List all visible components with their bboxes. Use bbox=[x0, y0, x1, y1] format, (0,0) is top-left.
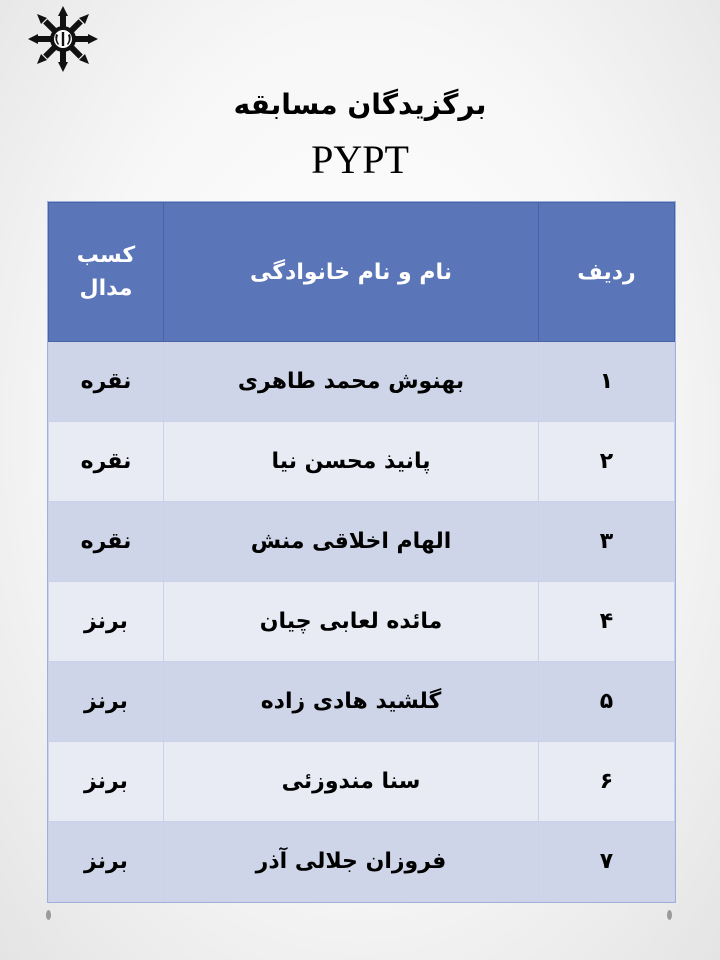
row-rank: ۱ bbox=[539, 342, 675, 422]
row-name: فروزان جلالی آذر bbox=[164, 822, 539, 902]
row-name: بهنوش محمد طاهری bbox=[164, 342, 539, 422]
row-rank: ۷ bbox=[539, 822, 675, 902]
row-medal: نقره bbox=[49, 342, 164, 422]
row-rank: ۲ bbox=[539, 422, 675, 502]
row-medal: نقره bbox=[49, 502, 164, 582]
decorative-dot-right bbox=[667, 910, 672, 920]
table-row bbox=[49, 342, 675, 422]
row-medal: نقره bbox=[49, 422, 164, 502]
table-row bbox=[49, 502, 675, 582]
row-name: الهام اخلاقی منش bbox=[164, 502, 539, 582]
table-row bbox=[49, 742, 675, 822]
page-title: برگزیدگان مسابقه bbox=[233, 88, 487, 121]
table-row bbox=[49, 582, 675, 662]
page-subtitle: PYPT bbox=[311, 137, 409, 182]
row-rank: ۴ bbox=[539, 582, 675, 662]
winners-table bbox=[48, 202, 675, 902]
table-header-row bbox=[49, 203, 675, 342]
row-name: گلشید هادی زاده bbox=[164, 662, 539, 742]
decorative-dot-left bbox=[46, 910, 51, 920]
row-name: سنا مندوزئی bbox=[164, 742, 539, 822]
iran-emblem-icon bbox=[26, 4, 100, 74]
row-rank: ۳ bbox=[539, 502, 675, 582]
row-name: پانیذ محسن نیا bbox=[164, 422, 539, 502]
row-medal: برنز bbox=[49, 742, 164, 822]
row-name: مائده لعابی چیان bbox=[164, 582, 539, 662]
row-medal: برنز bbox=[49, 582, 164, 662]
column-header-medal: کسب مدال bbox=[49, 203, 164, 342]
row-medal: برنز bbox=[49, 662, 164, 742]
row-rank: ۵ bbox=[539, 662, 675, 742]
column-header-rank: ردیف bbox=[539, 203, 675, 342]
table-row bbox=[49, 662, 675, 742]
table-row bbox=[49, 822, 675, 902]
row-rank: ۶ bbox=[539, 742, 675, 822]
row-medal: برنز bbox=[49, 822, 164, 902]
table-row bbox=[49, 422, 675, 502]
column-header-name: نام و نام خانوادگی bbox=[164, 203, 539, 342]
